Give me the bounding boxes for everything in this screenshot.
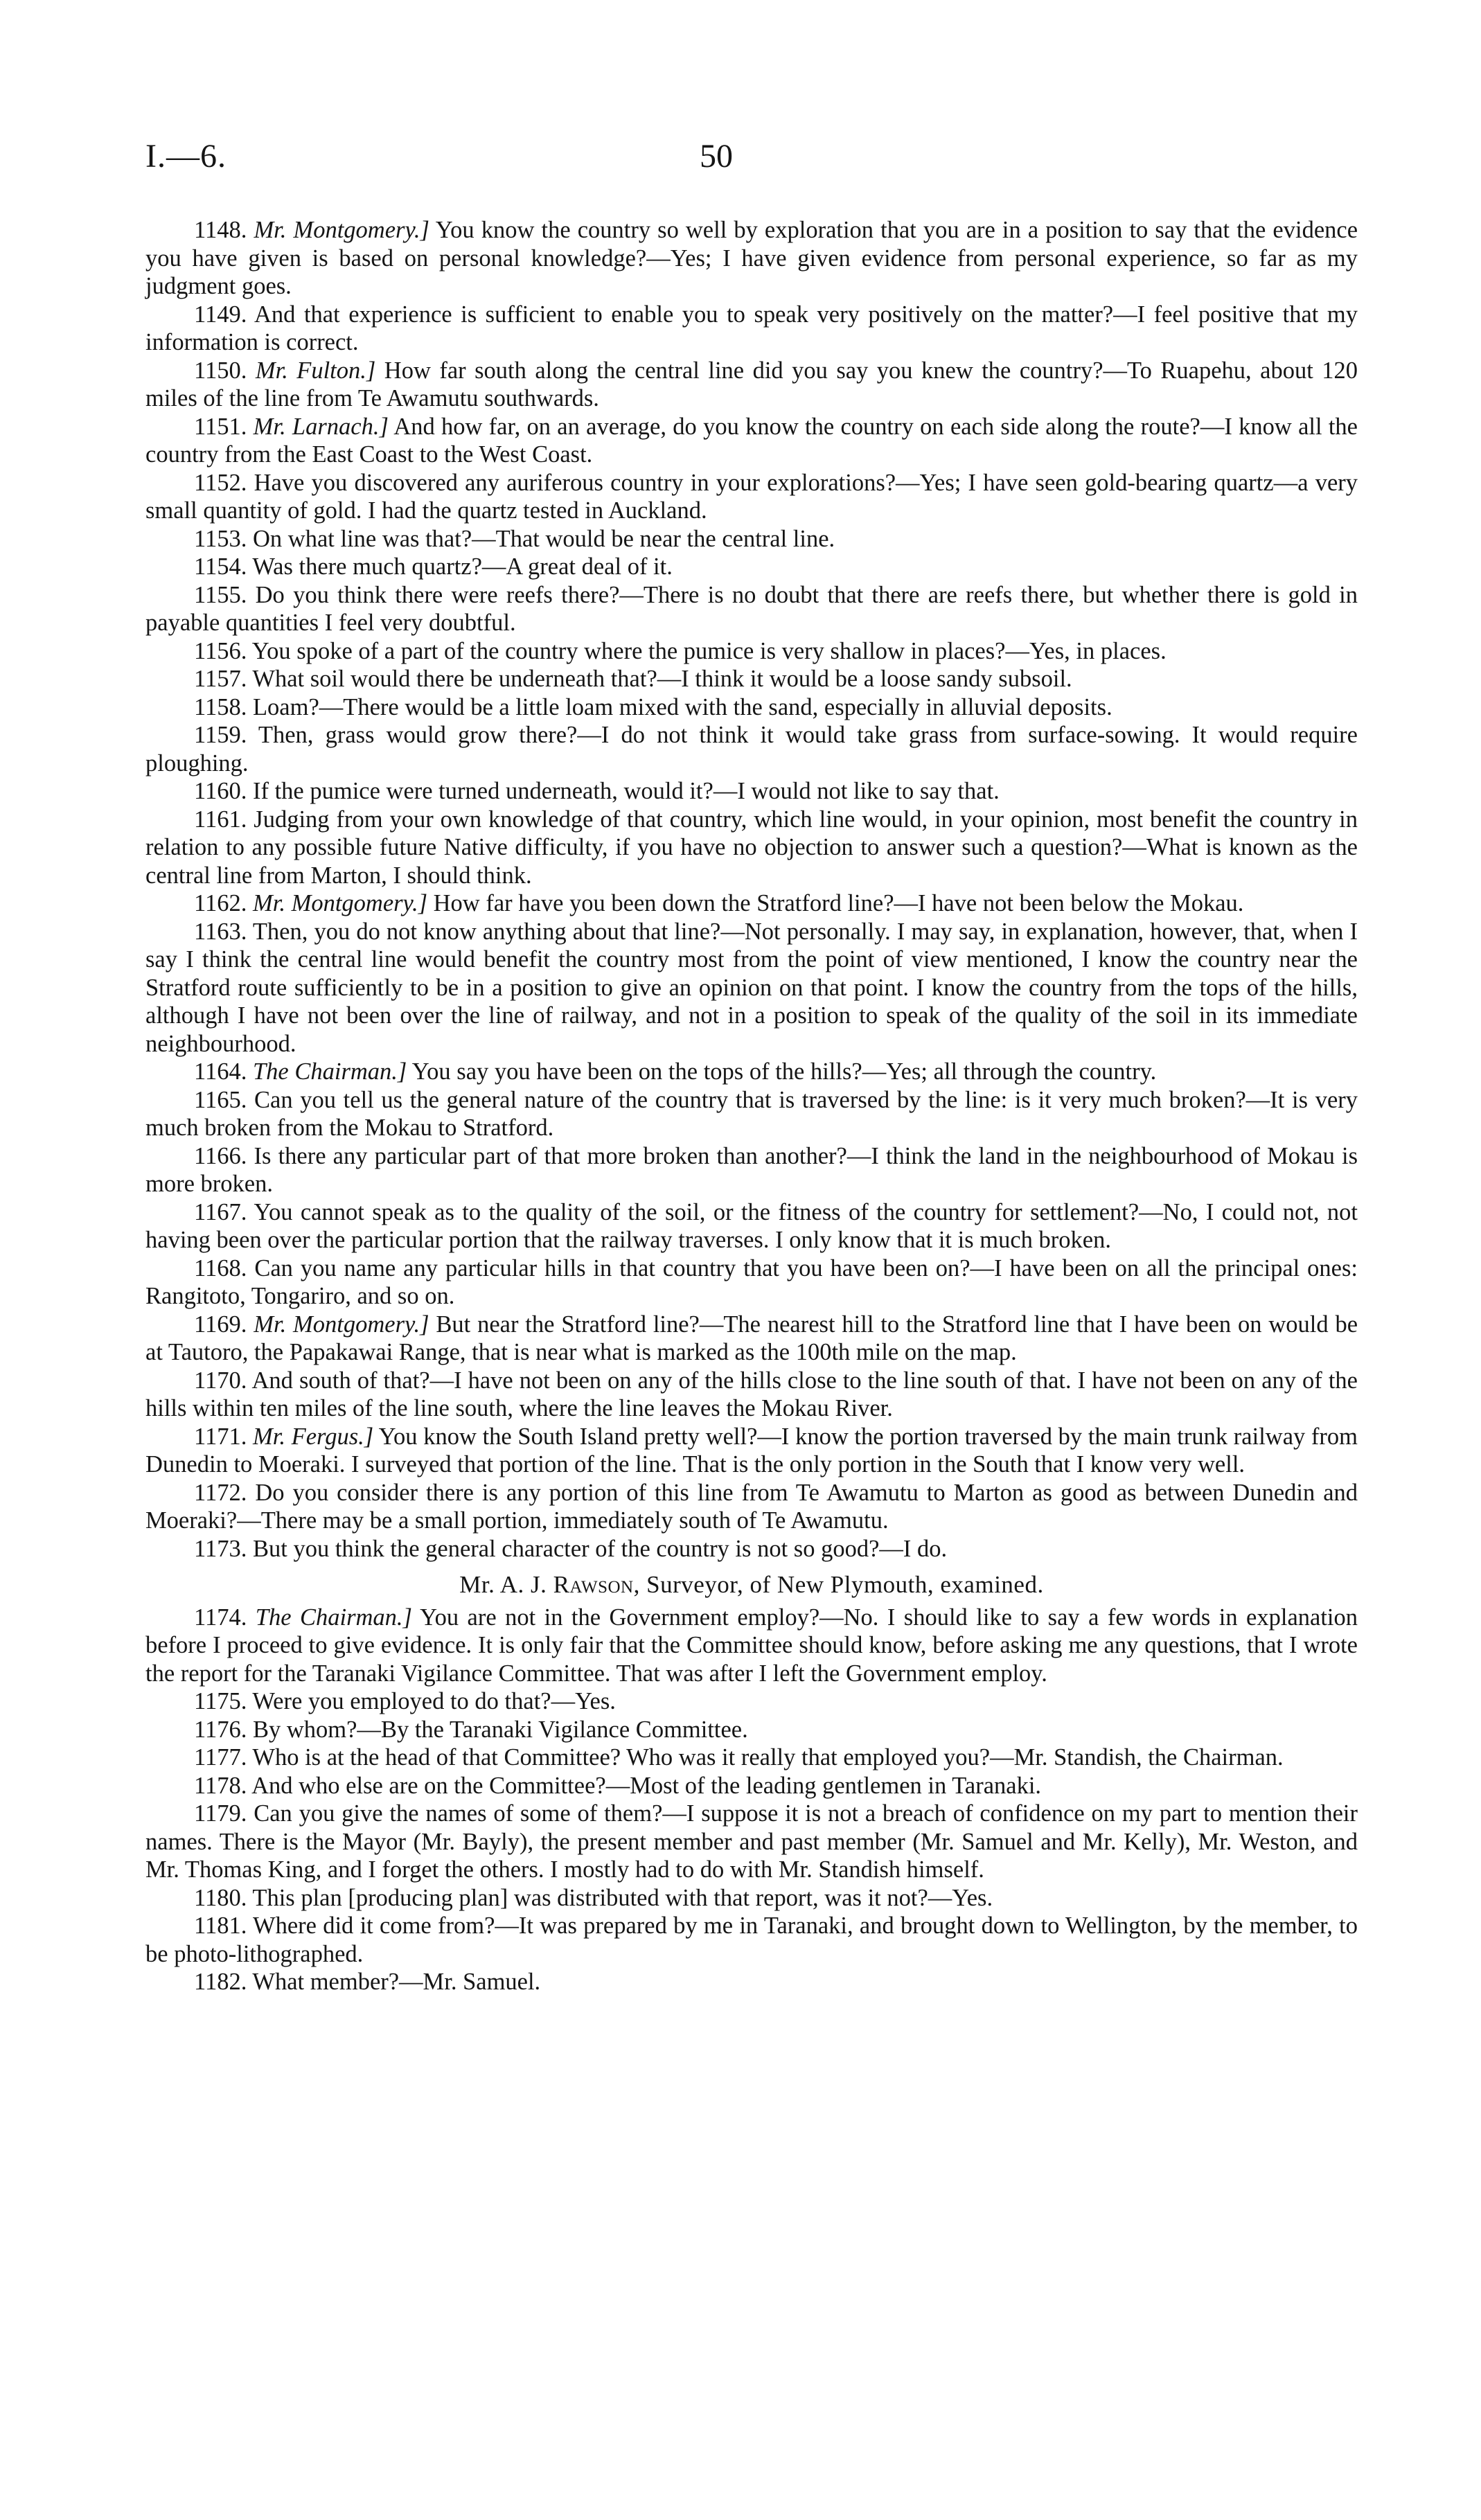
question-answer-text: Have you discovered any auriferous country in your explorations?—Yes; I have seen gold-bearing quartz—a very small quantity of gold. I had the quartz tested in Auckland. xyxy=(145,469,1358,524)
question-answer-text: You are not in the Government employ?—No. I should like to say a few words in explanation before I proceed to give evidence. It is only fair that the Committee should know, before asking me any questions, that I wrote the report for the Taranaki Vigilance Committee. That was after I left the Government employ. xyxy=(145,1604,1358,1687)
evidence-paragraph xyxy=(145,1912,1358,1968)
question-number: 1178. xyxy=(194,1772,247,1799)
speaker-name: Mr. Montgomery.] xyxy=(254,217,429,243)
document-reference: I.—6. xyxy=(145,138,227,175)
witness-heading xyxy=(145,1571,1358,1599)
question-number: 1162. xyxy=(194,890,247,916)
question-answer-text: And how far, on an average, do you know the country on each side along the route?—I know all the country from the East Coast to the West Coast. xyxy=(145,413,1358,468)
evidence-paragraph xyxy=(145,525,1358,553)
question-number: 1150. xyxy=(194,357,247,384)
question-number: 1179. xyxy=(194,1800,247,1827)
evidence-paragraph xyxy=(145,665,1358,693)
question-answer-text: What soil would there be underneath that?—I think it would be a loose sandy subsoil. xyxy=(252,666,1072,692)
speaker-name: Mr. Fergus.] xyxy=(253,1423,374,1450)
question-answer-text: Can you tell us the general nature of the country that is traversed by the line: is it very much broken?—It is very much broken from the Mokau to Stratford. xyxy=(145,1086,1358,1141)
evidence-paragraph xyxy=(145,1479,1358,1535)
evidence-paragraph xyxy=(145,1884,1358,1913)
evidence-paragraph xyxy=(145,301,1358,357)
page-header xyxy=(145,137,1351,186)
question-number: 1174. xyxy=(194,1604,247,1631)
speaker-name: Mr. Montgomery.] xyxy=(252,890,428,916)
question-number: 1171. xyxy=(194,1423,247,1450)
question-number: 1164. xyxy=(194,1058,247,1085)
witness-prefix: Mr. A. J. xyxy=(459,1571,547,1598)
question-answer-text: Do you consider there is any portion of this line from Te Awamutu to Marton as good as between Dunedin and Moeraki?—There may be a small portion, immediately south of Te Awamutu. xyxy=(145,1479,1358,1534)
question-number: 1156. xyxy=(194,637,247,664)
question-answer-text: By whom?—By the Taranaki Vigilance Committee. xyxy=(252,1716,748,1743)
question-answer-text: Where did it come from?—It was prepared by me in Taranaki, and brought down to Wellington, by the member, to be photo-lithographed. xyxy=(145,1913,1358,1967)
question-answer-text: What member?—Mr. Samuel. xyxy=(252,1969,541,1995)
evidence-paragraph xyxy=(145,1086,1358,1142)
question-answer-text: Loam?—There would be a little loam mixed with the sand, especially in alluvial deposits. xyxy=(252,693,1112,720)
evidence-section-2 xyxy=(145,1604,1358,1996)
question-number: 1158. xyxy=(194,693,247,720)
evidence-paragraph xyxy=(145,1058,1358,1086)
evidence-paragraph xyxy=(145,1142,1358,1198)
question-number: 1153. xyxy=(194,525,247,552)
evidence-paragraph xyxy=(145,918,1358,1058)
question-number: 1177. xyxy=(194,1744,247,1771)
question-number: 1152. xyxy=(194,469,247,496)
question-number: 1176. xyxy=(194,1716,247,1743)
speaker-name: Mr. Montgomery.] xyxy=(254,1311,429,1338)
question-answer-text: How far south along the central line did you say you knew the country?—To Ruapehu, about 120 miles of the line from Te Awamutu southwards. xyxy=(145,357,1358,411)
evidence-paragraph xyxy=(145,1311,1358,1367)
evidence-paragraph xyxy=(145,693,1358,722)
question-number: 1168. xyxy=(194,1254,247,1281)
question-answer-text: You cannot speak as to the quality of the soil, or the fitness of the country for settlement?—No, I could not, not having been over the particular portion that the railway traverses. I only know that it is much broken. xyxy=(145,1198,1358,1253)
question-number: 1161. xyxy=(194,806,247,833)
question-number: 1166. xyxy=(194,1142,247,1169)
evidence-paragraph xyxy=(145,637,1358,666)
speaker-name: Mr. Larnach.] xyxy=(253,413,389,440)
evidence-paragraph xyxy=(145,1743,1358,1772)
question-answer-text: Is there any particular part of that more broken than another?—I think the land in the neighbourhood of Mokau is more broken. xyxy=(145,1142,1358,1197)
question-answer-text: Then, you do not know anything about that line?—Not personally. I may say, in explanation, however, that, when I say I think the central line would benefit the country most from the point of view mentioned, I know the country near the Stratford route sufficiently to be in a position to give an opinion on that point. I know the country from the tops of the hills, although I have not been over the line of railway, and not in a position to speak of the quality of the soil in its immediate neighbourhood. xyxy=(145,918,1358,1057)
question-number: 1148. xyxy=(194,217,247,243)
evidence-paragraph xyxy=(145,1716,1358,1744)
evidence-paragraph xyxy=(145,889,1358,918)
evidence-paragraph xyxy=(145,1772,1358,1800)
question-number: 1175. xyxy=(194,1688,247,1714)
question-answer-text: You know the South Island pretty well?—I know the portion traversed by the main trunk railway from Dunedin to Moeraki. I surveyed that portion of the line. That is the only portion in the South that I know very well. xyxy=(145,1423,1358,1478)
page-body xyxy=(145,216,1358,1996)
question-answer-text: Were you employed to do that?—Yes. xyxy=(252,1688,616,1714)
evidence-paragraph xyxy=(145,469,1358,525)
question-answer-text: And south of that?—I have not been on any of the hills close to the line south of that. I have not been on any of the hills within ten miles of the line south, where the line leaves the Mokau River. xyxy=(145,1367,1358,1421)
evidence-paragraph xyxy=(145,1535,1358,1563)
evidence-paragraph xyxy=(145,721,1358,777)
witness-suffix: , Surveyor, of New Plymouth, examined. xyxy=(633,1571,1044,1598)
question-answer-text: If the pumice were turned underneath, would it?—I would not like to say that. xyxy=(252,778,1000,804)
question-number: 1151. xyxy=(194,413,247,440)
question-answer-text: You say you have been on the tops of the hills?—Yes; all through the country. xyxy=(411,1058,1157,1085)
question-number: 1173. xyxy=(194,1535,247,1562)
question-number: 1154. xyxy=(194,553,247,580)
page-number: 50 xyxy=(700,138,733,175)
question-number: 1155. xyxy=(194,581,247,608)
evidence-paragraph xyxy=(145,1367,1358,1423)
evidence-paragraph xyxy=(145,777,1358,806)
evidence-paragraph xyxy=(145,1604,1358,1688)
evidence-paragraph xyxy=(145,1198,1358,1254)
question-number: 1182. xyxy=(194,1969,247,1995)
evidence-paragraph xyxy=(145,553,1358,581)
question-answer-text: Who is at the head of that Committee? Who was it really that employed you?—Mr. Standish, the Chairman. xyxy=(252,1744,1284,1771)
evidence-section-1 xyxy=(145,216,1358,1563)
evidence-paragraph xyxy=(145,216,1358,301)
question-answer-text: How far have you been down the Stratford line?—I have not been below the Mokau. xyxy=(433,890,1244,916)
question-answer-text: This plan [producing plan] was distributed with that report, was it not?—Yes. xyxy=(252,1884,993,1911)
question-number: 1163. xyxy=(194,918,247,945)
question-number: 1157. xyxy=(194,666,247,692)
question-number: 1180. xyxy=(194,1884,247,1911)
question-answer-text: And who else are on the Committee?—Most of the leading gentlemen in Taranaki. xyxy=(251,1772,1042,1799)
evidence-paragraph xyxy=(145,357,1358,413)
evidence-paragraph xyxy=(145,1687,1358,1716)
question-number: 1165. xyxy=(194,1086,247,1113)
question-answer-text: But near the Stratford line?—The nearest hill to the Stratford line that I have been on would be at Tautoro, the Papakawai Range, that is near what is marked as the 100th mile on the map. xyxy=(145,1311,1358,1365)
question-answer-text: You know the country so well by exploration that you are in a position to say that the evidence you have given is based on personal knowledge?—Yes; I have given evidence from personal experience, so far as my judgment goes. xyxy=(145,217,1358,299)
speaker-name: The Chairman.] xyxy=(255,1604,412,1631)
question-number: 1169. xyxy=(194,1311,247,1338)
evidence-paragraph xyxy=(145,1423,1358,1479)
question-answer-text: Can you give the names of some of them?—I suppose it is not a breach of confidence on my part to mention their names. There is the Mayor (Mr. Bayly), the present member and past member (Mr. Samuel and Mr. Kelly), Mr. Weston, and Mr. Thomas King, and I forget the others. I mostly had to do with Mr. Standish himself. xyxy=(145,1800,1358,1883)
question-number: 1167. xyxy=(194,1198,247,1225)
question-answer-text: But you think the general character of the country is not so good?—I do. xyxy=(252,1535,948,1562)
question-number: 1149. xyxy=(194,301,247,328)
question-number: 1172. xyxy=(194,1479,247,1506)
speaker-name: Mr. Fulton.] xyxy=(255,357,376,384)
question-answer-text: Was there much quartz?—A great deal of it. xyxy=(252,553,673,580)
question-number: 1159. xyxy=(194,722,247,748)
question-number: 1181. xyxy=(194,1913,247,1939)
question-answer-text: You spoke of a part of the country where the pumice is very shallow in places?—Yes, in places. xyxy=(251,637,1167,664)
question-answer-text: And that experience is sufficient to enable you to speak very positively on the matter?—I feel positive that my information is correct. xyxy=(145,301,1358,355)
witness-name: Rawson xyxy=(553,1571,634,1598)
evidence-paragraph xyxy=(145,1254,1358,1311)
evidence-paragraph xyxy=(145,1800,1358,1884)
evidence-paragraph xyxy=(145,581,1358,637)
evidence-paragraph xyxy=(145,1968,1358,1996)
question-number: 1160. xyxy=(194,778,247,804)
question-answer-text: Then, grass would grow there?—I do not think it would take grass from surface-sowing. It would require ploughing. xyxy=(145,722,1358,777)
question-number: 1170. xyxy=(194,1367,247,1394)
question-answer-text: On what line was that?—That would be near the central line. xyxy=(252,525,835,552)
speaker-name: The Chairman.] xyxy=(252,1058,407,1085)
evidence-paragraph xyxy=(145,413,1358,469)
evidence-paragraph xyxy=(145,806,1358,890)
question-answer-text: Judging from your own knowledge of that country, which line would, in your opinion, most benefit the country in relation to any possible future Native difficulty, if you have no objection to answer such a question?—What is known as the central line from Marton, I should think. xyxy=(145,806,1358,889)
question-answer-text: Do you think there were reefs there?—There is no doubt that there are reefs there, but whether there is gold in payable quantities I feel very doubtful. xyxy=(145,581,1358,636)
question-answer-text: Can you name any particular hills in that country that you have been on?—I have been on all the principal ones: Rangitoto, Tongariro, and so on. xyxy=(145,1254,1358,1309)
